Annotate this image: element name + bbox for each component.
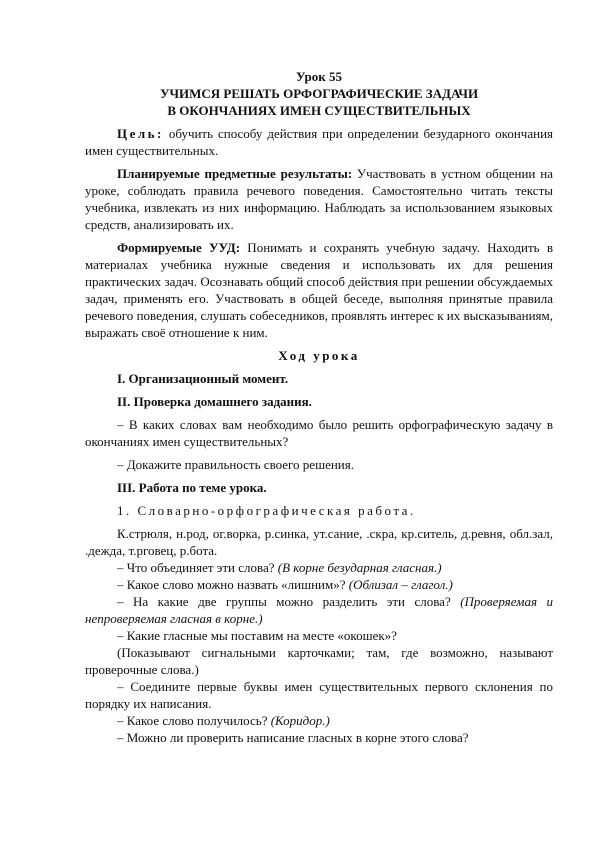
section-lesson-topic: III. Работа по теме урока. bbox=[117, 480, 267, 495]
lesson-title-line1: УЧИМСЯ РЕШАТЬ ОРФОГРАФИЧЕСКИЕ ЗАДАЧИ bbox=[159, 86, 479, 101]
document-page bbox=[85, 68, 553, 746]
dialogue-line-7: – Можно ли проверить написание гласных в корне этого слова? bbox=[117, 730, 469, 745]
dialogue-line-1: – Что объединяет эти слова? (В корне безударная гласная.) bbox=[117, 560, 442, 575]
lesson-course-heading: Ход урока bbox=[278, 348, 360, 363]
planned-text: Участвовать в устном общении на уроке, соблюдать правила речевого поведения. Самостоятельно читать тексты учебника, извлекать из них информацию. Наблюдать за использованием языковых средств, анализировать их. bbox=[85, 166, 553, 232]
section-organizational: I. Организационный момент. bbox=[117, 371, 289, 386]
dialogue-line-5: – Соедините первые буквы имен существительных первого склонения по порядку их написания. bbox=[85, 679, 553, 711]
goal-label: Цель: bbox=[117, 126, 164, 141]
goal-paragraph bbox=[85, 125, 553, 159]
lesson-title-line2: В ОКОНЧАНИЯХ ИМЕН СУЩЕСТВИТЕЛЬНЫХ bbox=[167, 103, 471, 118]
planned-results-paragraph bbox=[85, 165, 553, 233]
uud-label: Формируемые УУД: bbox=[117, 240, 241, 255]
section-homework-check: II. Проверка домашнего задания. bbox=[117, 394, 312, 409]
lesson-number: Урок 55 bbox=[296, 69, 342, 84]
dialogue-note: (Показывают сигнальными карточками; там, где возможно, называют проверочные слова.) bbox=[85, 645, 553, 677]
vocabulary-work-heading: 1. Словарно-орфографическая работа. bbox=[117, 503, 416, 518]
dialogue-line-6: – Какое слово получилось? (Коридор.) bbox=[117, 713, 330, 728]
vocabulary-words: К.стрюля, н.род, ог.ворка, р.синка, ут.сание, .скра, кр.ситель, д.ревня, обл.зал, .дежда, т.рговец, р.бота. bbox=[85, 526, 553, 558]
dialogue-line-2: – Какое слово можно назвать «лишним»? (Облизал – глагол.) bbox=[117, 577, 453, 592]
dialogue-line-4: – Какие гласные мы поставим на месте «окошек»? bbox=[117, 628, 397, 643]
homework-question-1: – В каких словах вам необходимо было решить орфографическую задачу в окончаниях имен существительных? bbox=[85, 417, 553, 449]
uud-paragraph bbox=[85, 239, 553, 341]
goal-text: обучить способу действия при определении безударного окончания имен существительных. bbox=[85, 126, 553, 158]
planned-label: Планируемые предметные результаты: bbox=[117, 166, 353, 181]
homework-question-2: – Докажите правильность своего решения. bbox=[117, 457, 354, 472]
uud-text: Понимать и сохранять учебную задачу. Находить в материалах учебника нужные сведения и использовать их для решения практических задач. Осознавать общий способ действия при решении обсуждаемых задач, применять его. Участвовать в общей беседе, выполняя принятые правила речевого поведения, слушать собеседников, проявлять интерес к их высказываниям, выражать своё отношение к ним. bbox=[85, 240, 553, 340]
dialogue-line-3: – На какие две группы можно разделить эти слова? (Проверяемая и непроверяемая гласная в корне.) bbox=[85, 594, 553, 626]
